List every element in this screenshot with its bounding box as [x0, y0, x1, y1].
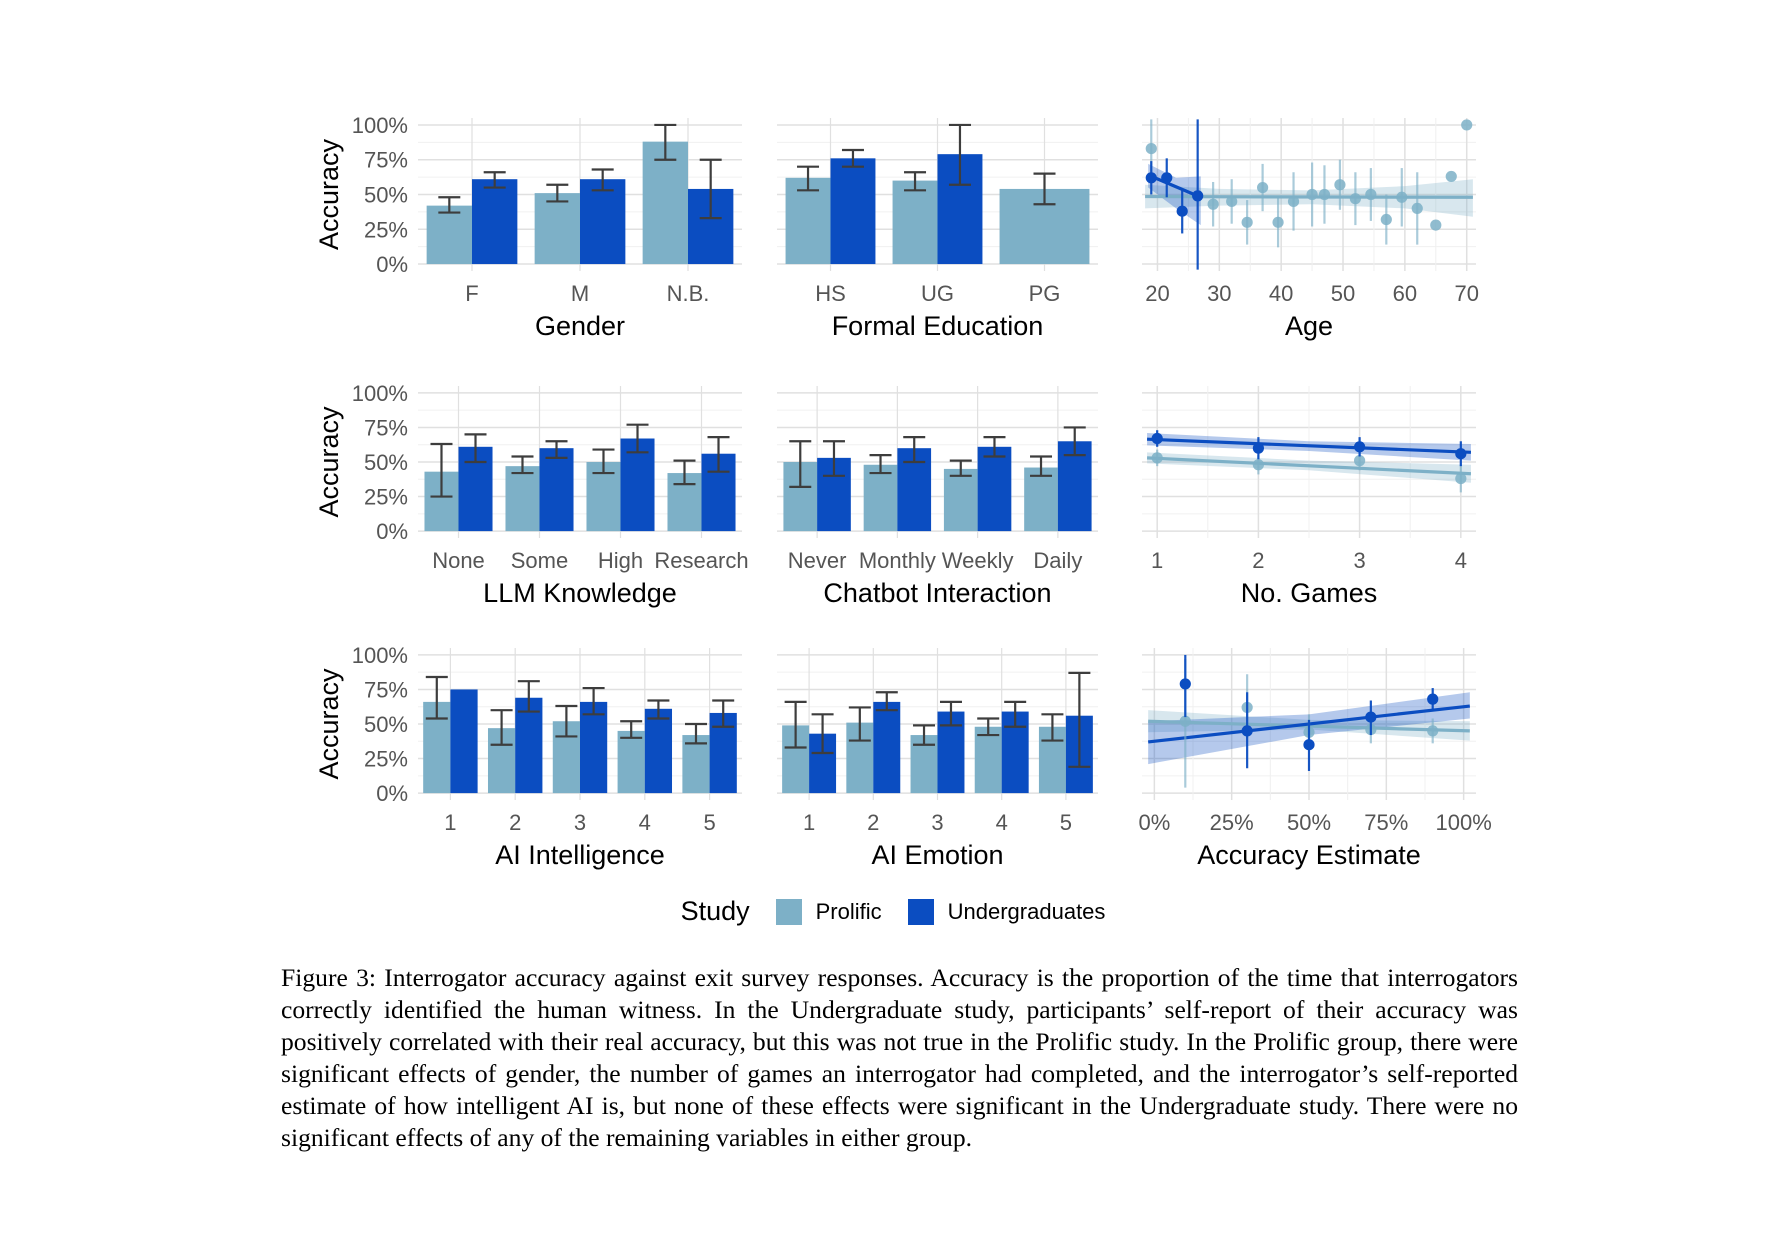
- panel-no-games: [1142, 386, 1476, 608]
- y-tick-label: 50%: [363, 712, 408, 737]
- bar-ai-intelligence-4-undergraduates: [645, 709, 672, 793]
- bar-formal-education-ug-prolific: [893, 181, 938, 264]
- bar-gender-m-undergraduates: [580, 179, 625, 264]
- legend-title: Study: [680, 896, 750, 926]
- data-point-prolific: [1180, 716, 1191, 727]
- x-tick-label: 100%: [1435, 810, 1492, 835]
- panel-accuracy-estimate: [1138, 648, 1491, 870]
- data-point-undergraduates: [1180, 678, 1191, 689]
- legend-item-prolific: [776, 899, 882, 925]
- bar-chatbot-interaction-weekly-prolific: [944, 469, 978, 531]
- x-tick-label: 50%: [1286, 810, 1332, 835]
- panel-ai-emotion: [777, 648, 1098, 870]
- x-tick-label: None: [432, 548, 485, 573]
- y-tick-label: 0%: [376, 781, 408, 807]
- x-tick-label: 40: [1268, 281, 1294, 306]
- x-tick-label: 50: [1330, 281, 1356, 306]
- data-point-prolific: [1455, 473, 1466, 484]
- x-tick-label: 5: [703, 810, 716, 835]
- data-point-prolific: [1461, 119, 1472, 130]
- y-axis-title: Accuracy: [314, 668, 344, 780]
- x-tick-label: 0%: [1138, 810, 1171, 835]
- data-point-prolific: [1430, 220, 1441, 231]
- x-tick-label: High: [597, 548, 644, 573]
- bar-chatbot-interaction-monthly-prolific: [864, 465, 898, 531]
- data-point-prolific: [1396, 192, 1407, 203]
- x-tick-label: 3: [1353, 548, 1366, 573]
- y-tick-label: 50%: [363, 182, 408, 208]
- panel-llm-knowledge: [314, 381, 749, 608]
- y-tick-label: 75%: [363, 147, 408, 173]
- bar-gender-f-prolific: [427, 206, 472, 264]
- y-axis-title: Accuracy: [314, 406, 344, 518]
- x-axis-title-ai-intelligence: AI Intelligence: [495, 840, 665, 870]
- data-point-undergraduates: [1146, 172, 1157, 183]
- data-point-undergraduates: [1303, 739, 1314, 750]
- bar-gender-f-undergraduates: [472, 179, 517, 264]
- data-point-prolific: [1354, 455, 1365, 466]
- bar-chatbot-interaction-daily-prolific: [1024, 468, 1058, 532]
- x-axis-title-llm-knowledge: LLM Knowledge: [483, 578, 677, 608]
- data-point-undergraduates: [1192, 190, 1203, 201]
- x-axis-title-ai-emotion: AI Emotion: [871, 840, 1004, 870]
- y-tick-label: 100%: [351, 112, 408, 138]
- undergraduates-swatch-icon: [908, 899, 934, 925]
- data-point-undergraduates: [1242, 725, 1253, 736]
- data-point-prolific: [1381, 214, 1392, 225]
- y-tick-label: 0%: [376, 252, 408, 278]
- data-point-prolific: [1412, 203, 1423, 214]
- panel-ai-intelligence: [314, 643, 742, 870]
- data-point-prolific: [1319, 189, 1330, 200]
- panel-formal-education: [777, 118, 1098, 341]
- data-point-undergraduates: [1253, 443, 1264, 454]
- data-point-prolific: [1257, 182, 1268, 193]
- y-axis-title: Accuracy: [314, 138, 344, 251]
- data-point-prolific: [1446, 171, 1457, 182]
- data-point-undergraduates: [1427, 694, 1438, 705]
- x-tick-label: Never: [787, 548, 847, 573]
- x-tick-label: PG: [1028, 281, 1061, 306]
- y-tick-label: 50%: [363, 450, 408, 475]
- data-point-prolific: [1253, 459, 1264, 470]
- x-tick-label: 2: [867, 810, 880, 835]
- x-tick-label: UG: [921, 281, 954, 306]
- data-point-undergraduates: [1365, 711, 1376, 722]
- data-point-prolific: [1208, 199, 1219, 210]
- y-tick-label: 100%: [351, 642, 408, 668]
- data-point-prolific: [1152, 452, 1163, 463]
- x-tick-label: 30: [1207, 281, 1232, 306]
- legend-item-undergraduates: [908, 899, 1106, 925]
- chart-legend: [0, 896, 1786, 927]
- x-tick-label: 60: [1392, 281, 1418, 306]
- data-point-undergraduates: [1354, 441, 1365, 452]
- y-tick-label: 25%: [363, 484, 408, 510]
- figure-caption: Figure 3: Interrogator accuracy against exit survey responses. Accuracy is the proportion of the time that interrogators correctly identified the human witness. In the Undergraduate study, participants’ self-report of their accuracy was positively correlated with their real accuracy, but this was not true in the Prolific study. In the Prolific group, there were significant effects of gender, the number of games an interrogator had completed, and the interrogator’s self-reported estimate of how intelligent AI is, but none of these effects were significant in the Undergraduate study. There were no significant effects of any of the remaining variables in either group.: [281, 963, 1518, 1152]
- x-axis-title-age: Age: [1284, 311, 1334, 341]
- y-tick-label: 0%: [376, 519, 408, 545]
- data-point-undergraduates: [1161, 172, 1172, 183]
- y-tick-label: 25%: [363, 217, 408, 243]
- x-tick-label: 4: [638, 810, 651, 835]
- data-point-undergraduates: [1177, 206, 1188, 217]
- panel-age: [1142, 118, 1479, 341]
- bar-ai-intelligence-4-prolific: [618, 731, 645, 793]
- x-axis-title-accuracy-estimate: Accuracy Estimate: [1197, 840, 1421, 870]
- data-point-prolific: [1350, 193, 1361, 204]
- x-tick-label: Some: [510, 548, 569, 573]
- bar-llm-knowledge-some-prolific: [505, 466, 539, 531]
- data-point-prolific: [1288, 196, 1299, 207]
- data-point-prolific: [1226, 196, 1237, 207]
- bar-ai-intelligence-1-undergraduates: [450, 689, 477, 793]
- x-tick-label: M: [570, 281, 590, 306]
- x-tick-label: 2: [509, 810, 522, 835]
- x-tick-label: N.B.: [666, 281, 710, 306]
- data-point-prolific: [1272, 217, 1283, 228]
- x-tick-label: 5: [1059, 810, 1073, 835]
- x-tick-label: 1: [802, 810, 816, 835]
- panel-chatbot-interaction: [777, 386, 1098, 608]
- x-tick-label: 75%: [1364, 810, 1409, 835]
- data-point-undergraduates: [1455, 448, 1466, 459]
- prolific-swatch-icon: [776, 899, 802, 925]
- x-tick-label: 4: [995, 810, 1008, 835]
- data-point-prolific: [1242, 217, 1253, 228]
- x-axis-title-chatbot-interaction: Chatbot Interaction: [823, 578, 1052, 608]
- bar-formal-education-hs-undergraduates: [831, 158, 876, 264]
- x-axis-title-no-games: No. Games: [1240, 578, 1378, 608]
- x-tick-label: 3: [931, 810, 944, 835]
- x-tick-label: 20: [1145, 281, 1170, 306]
- x-tick-label: 1: [444, 810, 457, 835]
- x-tick-label: 4: [1454, 548, 1467, 573]
- bar-ai-emotion-2-undergraduates: [873, 702, 900, 793]
- data-point-prolific: [1427, 725, 1438, 736]
- bar-gender-m-prolific: [535, 193, 580, 264]
- x-tick-label: 2: [1252, 548, 1265, 573]
- bar-ai-emotion-4-prolific: [975, 727, 1002, 793]
- x-tick-label: Monthly: [858, 548, 936, 573]
- y-tick-label: 25%: [363, 746, 408, 772]
- x-tick-label: F: [465, 281, 479, 306]
- x-tick-label: 3: [573, 810, 587, 835]
- bar-chatbot-interaction-weekly-undergraduates: [978, 447, 1012, 531]
- x-tick-label: 70: [1454, 281, 1479, 306]
- y-tick-label: 75%: [363, 415, 408, 441]
- panel-gender: [314, 113, 742, 341]
- x-tick-label: 25%: [1209, 810, 1254, 835]
- data-point-prolific: [1146, 143, 1157, 154]
- data-point-prolific: [1365, 189, 1376, 200]
- x-axis-title-gender: Gender: [534, 311, 626, 341]
- bar-ai-intelligence-3-undergraduates: [580, 702, 607, 793]
- x-tick-label: Daily: [1033, 548, 1083, 573]
- legend-label-undergraduates: Undergraduates: [947, 898, 1106, 924]
- data-point-undergraduates: [1152, 433, 1163, 444]
- data-point-prolific: [1306, 189, 1317, 200]
- x-tick-label: HS: [815, 281, 846, 306]
- y-tick-label: 75%: [363, 677, 408, 703]
- legend-label-prolific: Prolific: [815, 898, 882, 924]
- bar-llm-knowledge-some-undergraduates: [540, 448, 574, 531]
- y-tick-label: 100%: [351, 380, 408, 406]
- x-tick-label: 1: [1151, 548, 1164, 573]
- x-axis-title-formal-education: Formal Education: [831, 311, 1044, 341]
- data-point-prolific: [1334, 179, 1345, 190]
- x-tick-label: Research: [654, 548, 749, 573]
- x-tick-label: Weekly: [941, 548, 1014, 573]
